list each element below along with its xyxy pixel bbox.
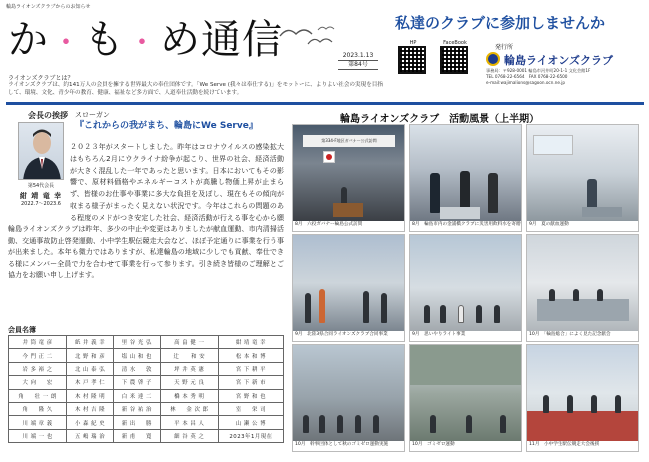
title-dot-2: ・ xyxy=(127,26,158,61)
greeting-heading: 会長の挨拶 xyxy=(28,111,68,120)
activity-photo-9 xyxy=(526,344,639,452)
photo-caption: 9月 思いやりライト事業 xyxy=(410,331,521,341)
member-name: 宮 下 耕 平 xyxy=(218,362,283,375)
slogan-label: スローガン xyxy=(75,111,110,119)
title-part-2: も xyxy=(84,17,125,63)
qr-facebook-code[interactable] xyxy=(440,46,468,74)
photo-caption: 9月 北陸3県合同ライオンズクラブ合同事業 xyxy=(293,331,404,341)
lions-logo-icon xyxy=(486,52,500,66)
president-name: 紺 靖 竜 幸 xyxy=(19,192,63,200)
member-name: 北 野 和 彦 xyxy=(67,349,114,362)
photo-memorial-meeting xyxy=(527,235,638,331)
photo-caption: 8月 六役ガバナー輪島公式訪問 xyxy=(293,221,404,231)
members-heading: 会員名簿 xyxy=(8,326,36,334)
email-line[interactable]: e-mail:wajimalions@sagoon.ocn.ne.jp xyxy=(486,80,566,85)
member-name: 今 門 正 二 xyxy=(9,349,67,362)
member-name: 木 戸 孝 仁 xyxy=(67,376,114,389)
member-name: 塩 山 和 也 xyxy=(113,349,160,362)
member-name: 里 谷 光 弘 xyxy=(113,336,160,349)
member-name: 松 本 和 博 xyxy=(218,349,283,362)
members-row xyxy=(9,429,284,442)
member-name: 井 筒 竜 彦 xyxy=(9,336,67,349)
member-name: 岩 多 裕 之 xyxy=(9,362,67,375)
qr-hp-label: HP xyxy=(409,40,417,46)
activities-title: 輪島ライオンズクラブ 活動風景（上半期） xyxy=(340,114,540,125)
member-name: 紙 井 義 幸 xyxy=(67,336,114,349)
members-row xyxy=(9,336,284,349)
photo-joint-project xyxy=(293,235,404,331)
member-name: 室 栄 司 xyxy=(218,402,283,415)
photo-garbage-zero-2 xyxy=(410,345,521,441)
slogan: 『これからの我がまち、輪島にWe Serve』 xyxy=(75,121,258,131)
activity-photo-1 xyxy=(292,124,405,232)
photo-garbage-zero-1 xyxy=(293,345,404,441)
member-name: 天 野 元 良 xyxy=(160,376,218,389)
member-name: 宮 下 新 市 xyxy=(218,376,283,389)
divider xyxy=(6,102,644,105)
activity-photo-7 xyxy=(292,344,405,452)
photo-caption: 10月 「輪島総合」によく見た記念献会 xyxy=(527,331,638,341)
member-name: 平 本 昌 人 xyxy=(160,416,218,429)
intro-text: ライオンズクラブは、約141万人の会員を擁する世界最大の奉仕団体です。「We Serve (我々は奉仕する)」をモットーに、よりよい社会の実現を目指して、環境、文化、青少年の教育、健康、福祉など多方面で、人道奉仕活動を続けています。 xyxy=(8,82,383,96)
president-photo xyxy=(18,122,64,180)
member-name: 坪 井 英 憲 xyxy=(160,362,218,375)
photo-ekiden xyxy=(527,345,638,441)
president-title: 第54代会長 xyxy=(27,183,55,189)
issue-number: 第84号 xyxy=(338,61,378,70)
photo-caption: 10月 ゴミゼロ運動 xyxy=(410,441,521,451)
photo-caption: 9月 夏の献血運動 xyxy=(527,221,638,231)
activity-photo-4 xyxy=(292,234,405,342)
member-name: 五 嶋 瑞 治 xyxy=(67,429,114,442)
photo-blood-drive xyxy=(527,125,638,221)
member-name: 清 水 敦 xyxy=(113,362,160,375)
photo-banner: 第334-F地区ガバナー公式訪問 xyxy=(303,135,395,147)
members-row xyxy=(9,416,284,429)
member-name: 角 壮 一 朗 xyxy=(9,389,67,402)
qr-hp[interactable] xyxy=(398,40,428,74)
member-name: 新 甫 寛 xyxy=(113,429,160,442)
title-part-1: か xyxy=(8,17,49,63)
photo-caption: 11月 小中学生駅伝競走大会後援 xyxy=(527,441,638,451)
photo-water-donation xyxy=(410,125,521,221)
members-row xyxy=(9,362,284,375)
member-name: 北 山 泰 弘 xyxy=(67,362,114,375)
member-name: 大 向 宏 xyxy=(9,376,67,389)
member-name: 下 農 啓 子 xyxy=(113,376,160,389)
photo-caption: 10月 幹事団体として秋のゴミゼロ運動実施 xyxy=(293,441,404,451)
issue-info xyxy=(338,52,378,70)
title-part-3: め xyxy=(160,17,201,63)
member-name: 宮 野 和 也 xyxy=(218,389,283,402)
member-name: 高 畠 健 一 xyxy=(160,336,218,349)
qr-facebook-label: FaceBook xyxy=(443,40,467,46)
issue-date: 2023.1.13 xyxy=(338,52,378,61)
member-name: 2023年1月現在 xyxy=(218,429,283,442)
podium xyxy=(333,203,363,217)
member-name: 林 金 次 郎 xyxy=(160,402,218,415)
member-name: 紺 靖 竜 幸 xyxy=(218,336,283,349)
member-name: 木 村 隆 明 xyxy=(67,389,114,402)
member-name: 木 村 吉 隆 xyxy=(67,402,114,415)
member-name: 小 森 紀 史 xyxy=(67,416,114,429)
president-term: 2022.7～2023.6 xyxy=(21,201,61,207)
address-line: 事務局：〒928-0001 輪島市河井町20-1-1 文化会館1F xyxy=(486,68,591,73)
activity-photo-6 xyxy=(526,234,639,342)
activity-photo-5 xyxy=(409,234,522,342)
publisher-address xyxy=(486,68,646,86)
member-name: 川 端 一 也 xyxy=(9,429,67,442)
intro-question: ライオンズクラブとは？ xyxy=(8,75,74,82)
members-row xyxy=(9,376,284,389)
member-name: 橋 本 秀 明 xyxy=(160,389,218,402)
publisher-label: 発行所 xyxy=(495,44,514,51)
member-name: 辻 和 安 xyxy=(160,349,218,362)
members-row xyxy=(9,402,284,415)
member-name: 新 出 勝 xyxy=(113,416,160,429)
member-name: 細 谷 英 之 xyxy=(160,429,218,442)
activity-photo-3 xyxy=(526,124,639,232)
member-name: 山 瀬 公 博 xyxy=(218,416,283,429)
photo-caption: 8月 輪島市内の金浦橋クラブに災害用飲料水を寄贈 xyxy=(410,221,521,231)
qr-facebook[interactable] xyxy=(440,40,470,74)
title-dot-1: ・ xyxy=(51,26,82,61)
photo-governor-visit xyxy=(293,125,404,221)
headline: 私達のクラブに参加しませんか xyxy=(395,14,606,32)
member-name: 角 隆 久 xyxy=(9,402,67,415)
photo-kindness-light xyxy=(410,235,521,331)
phone-line: TEL 0768-22-6564 FAX 0768-22-6500 xyxy=(486,74,568,79)
member-name: 白 米 達 二 xyxy=(113,389,160,402)
members-table xyxy=(8,335,284,443)
seagulls-illustration xyxy=(278,22,338,48)
greeting-paragraph-1: ２０２３年がスタートしました。昨年はコロナウイルスの感染拡大はもちろん2月にウクライナ紛争が起こり、世界の社会、経済活動が大きく混乱した一年であったと思います。日本においてもその影響で、原材料価格やエネルギーコストが高騰し物価上昇が止まらず、皆様のお仕事や事業に多大な負担を及ぼし、現在もその傾向が収まる様子がまったく見えない状況です。今年はこれらの問題のある程度のメドがつき安定した社会、経済活動が行える事を心から願 xyxy=(70,143,284,222)
qr-hp-code[interactable] xyxy=(398,46,426,74)
masthead-title xyxy=(8,18,283,66)
title-part-4: 通信 xyxy=(201,17,283,63)
member-name: 川 端 章 義 xyxy=(9,416,67,429)
activity-photo-2 xyxy=(409,124,522,232)
masthead-subtitle: 輪島ライオンズクラブからのお知らせ xyxy=(6,4,91,10)
greeting-paragraph-2: 輪島ライオンズクラブは昨年、多少の中止や変更はありましたが献血運動、市内清掃活動、交通事故防止啓発運動、小中学生駅伝競走大会など、ほぼ予定通りに事業を行う事が出来ました。本年も微力ではありますが、私達輪島の地域に少しでも貢献、奉仕できる様にメンバー全員で力を合わせて事業を行って参ります。引き続き皆様のご理解とご協力をお願い申し上げます。 xyxy=(8,225,284,280)
members-row xyxy=(9,349,284,362)
member-name: 新 谷 祐 治 xyxy=(113,402,160,415)
activity-photo-8 xyxy=(409,344,522,452)
publisher-name: 輪島ライオンズクラブ xyxy=(504,54,614,67)
flag-icon xyxy=(323,151,335,163)
members-row xyxy=(9,389,284,402)
